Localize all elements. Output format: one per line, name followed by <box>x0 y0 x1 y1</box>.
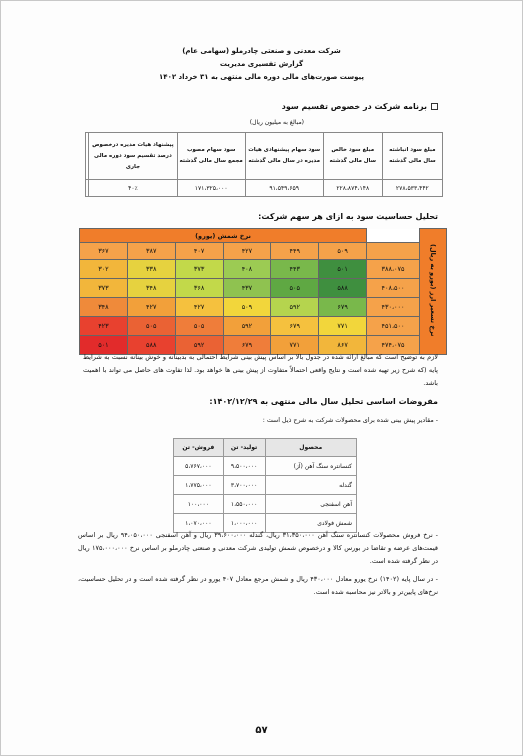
unit-note: (مبالغ به میلیون ریال) <box>249 119 304 126</box>
table-header: ۴۲۷ <box>223 243 271 260</box>
table-cell: ۱،۷۷۵،۰۰۰ <box>174 476 224 495</box>
sensitivity-note: لازم به توضیح است که مبالغ ارائه شده در جدول بالا بر اساس پیش بینی شرایط احتمالی به بدبینانه و خوش بینانه نسبت به شرایط پایه (که شرح زیر تهیه شده است و نتایج واقعی احتمالاً متفاوت از پیش بینی ها خواهد بود. لذا تفاوت های حاصل می تواند با اهمیت باشد. <box>83 353 438 387</box>
table-cell: ۵،۷۶۷،۰۰۰ <box>174 457 224 476</box>
row-label: ۴۷۴،۰۷۵ <box>367 336 420 355</box>
table-header-row <box>174 439 357 457</box>
table-cell: ۵۰۱ <box>80 336 128 355</box>
section-1-title: برنامه شرکت در خصوص تقسیم سود <box>282 102 438 111</box>
table-header: محصول <box>265 439 357 457</box>
dividend-table <box>85 132 443 197</box>
table-cell: ۶۷۹ <box>319 298 367 317</box>
table-cell: ۴۰۸ <box>223 260 271 279</box>
table-header: فروش- تن <box>174 439 224 457</box>
table-header: ۳۶۷ <box>80 243 128 260</box>
table-cell: ۳۷۳ <box>175 260 223 279</box>
table-cell: ۱۰۰،۰۰۰ <box>174 495 224 514</box>
table-header: ۴۰۷ <box>175 243 223 260</box>
table-cell: ۵۸۸ <box>127 336 175 355</box>
table-header: ۵۰۹ <box>319 243 367 260</box>
table-header <box>86 133 89 180</box>
table-cell: ۴۲۷ <box>127 298 175 317</box>
table-cell: ۳۴۸ <box>80 298 128 317</box>
production-table <box>173 438 357 533</box>
table-header: ۳۸۷ <box>127 243 175 260</box>
section-2-title: تحلیل حساسیت سود به ازای هر سهم شرکت: <box>258 212 438 221</box>
row-label: ۳۸۸،۰۷۵ <box>367 260 420 279</box>
table-cell: ۳۳۸ <box>127 260 175 279</box>
table-row <box>174 476 357 495</box>
report-subtitle: پیوست صورت‌های مالی دوره مالی منتهی به ۳۱ خرداد ۱۴۰۲ <box>159 73 364 81</box>
table-cell: ۴۴۳ <box>271 260 319 279</box>
table-cell: آهن اسفنجی <box>265 495 357 514</box>
table-row <box>174 457 357 476</box>
table-cell: ۷۷۱ <box>271 336 319 355</box>
table-cell: ۵۹۲ <box>175 336 223 355</box>
table-cell: ۱،۰۷۰،۰۰۰ <box>174 514 224 533</box>
table-row <box>80 260 447 279</box>
report-title: گزارش تفسیری مدیریت <box>219 60 304 68</box>
section-3-title: مفروضات اساسی تحلیل سال مالی منتهی به ۱۴۰۲/۱۲/۲۹: <box>209 397 438 406</box>
table-cell: کنسانتره سنگ آهن (آز) <box>265 457 357 476</box>
bullet-square-icon <box>431 103 438 110</box>
table-cell: ۴۲۳ <box>80 317 128 336</box>
row-label: ۴۰۸،۵۰۰ <box>367 279 420 298</box>
rate-note: - در سال پایه (۱۴۰۲) نرخ یورو معادل ۴۳۰،۰۰۰ ریال و شمش مرجع معادل ۴۰۷ یورو در نظر گرفته شده است و در تحلیل حساسیت، نرخ‌های پایین‌تر و بالاتر نیز محاسبه شده است. <box>78 575 438 596</box>
table-cell: ۹۱،۵۴۹،۶۵۹ <box>245 180 323 197</box>
sensitivity-table <box>79 228 447 355</box>
table-cell: ۸۶۷ <box>319 336 367 355</box>
table-row <box>80 279 447 298</box>
table-cell: ۵۰۹ <box>223 298 271 317</box>
table-cell: ۳۰۲ <box>80 260 128 279</box>
table-cell <box>86 180 89 197</box>
table-cell: ۹،۵۰۰،۰۰۰ <box>223 457 265 476</box>
top-axis-label: نرخ شمش (یورو) <box>80 229 367 243</box>
table-cell: ۱۷۱،۳۲۵،۰۰۰ <box>177 180 245 197</box>
table-cell: ۲۲۸،۸۷۴،۱۴۸ <box>323 180 382 197</box>
table-cell: شمش فولادی <box>265 514 357 533</box>
table-cell: ۵۰۵ <box>175 317 223 336</box>
table-header: ۴۴۹ <box>271 243 319 260</box>
row-label: ۴۵۱،۵۰۰ <box>367 317 420 336</box>
table-header: تولید- تن <box>223 439 265 457</box>
table-cell: ۶۷۹ <box>223 336 271 355</box>
table-cell: ۲۷۸،۵۳۳،۴۴۲ <box>382 180 442 197</box>
table-cell: ۵۰۱ <box>319 260 367 279</box>
table-cell: ۱،۵۵۰،۰۰۰ <box>223 495 265 514</box>
table-header: مبلغ سود خالص سال مالی گذشته <box>323 133 382 180</box>
table-row <box>86 180 443 197</box>
table-row <box>174 495 357 514</box>
table-cell: ۴۰٪ <box>89 180 178 197</box>
table-row <box>80 298 447 317</box>
price-note: - نرخ فروش محصولات کنسانتره سنگ آهن ۳۱،۳۵۰،۰۰۰ ریال، گندله ۳۹،۶۰۰،۰۰۰ ریال و آهن اسفنجی ۹۴،۰۵۰،۰۰۰ ریال بر اساس قیمت‌های عرضه و تقاضا در بورس کالا و درخصوص شمش تولیدی شرکت معدنی و صنعتی چادرملو بر اساس نرخ ۱۷۵،۰۰۰،۰۰۰ ریال در نظر گرفته شده است. <box>78 531 438 565</box>
page-number: ۵۷ <box>255 725 268 736</box>
assumptions-intro: - مقادیر پیش بینی شده برای محصولات شرکت به شرح ذیل است : <box>262 417 438 424</box>
table-header: سود سهام مصوب مجمع سال مالی گذشته <box>177 133 245 180</box>
table-cell: ۵۰۵ <box>271 279 319 298</box>
table-cell: ۳۴۸ <box>127 279 175 298</box>
table-cell: ۴۲۷ <box>175 298 223 317</box>
table-header: مبلغ سود انباشته سال مالی گذشته <box>382 133 442 180</box>
side-axis-label: نرخ تسعیر ارز (یورو به ریال) <box>420 229 447 355</box>
table-cell: ۷۷۱ <box>319 317 367 336</box>
table-cell: ۱،۰۰۰،۰۰۰ <box>223 514 265 533</box>
table-header-row <box>80 243 447 260</box>
table-cell: ۵۹۲ <box>223 317 271 336</box>
table-cell: ۵۰۵ <box>127 317 175 336</box>
table-cell: ۵۹۲ <box>271 298 319 317</box>
row-label: ۴۳۰،۰۰۰ <box>367 298 420 317</box>
table-cell: ۶۷۹ <box>271 317 319 336</box>
table-header: سود سهام پیشنهادی هیات مدیره در سال مالی گذشته <box>245 133 323 180</box>
table-cell: ۵۸۸ <box>319 279 367 298</box>
company-name: شرکت معدنی و صنعتی چادرملو (سهامی عام) <box>182 47 341 55</box>
table-row <box>80 317 447 336</box>
table-cell: ۳۶۸ <box>175 279 223 298</box>
table-cell: ۳۷۳ <box>80 279 128 298</box>
table-cell: ۳،۷۰۰،۰۰۰ <box>223 476 265 495</box>
table-cell: ۴۳۷ <box>223 279 271 298</box>
document-header <box>1 45 522 84</box>
table-header-row <box>86 133 443 180</box>
table-cell: گندله <box>265 476 357 495</box>
table-header: پیشنهاد هیات مدیره درخصوص درصد تقسیم سود دوره مالی جاری <box>89 133 178 180</box>
